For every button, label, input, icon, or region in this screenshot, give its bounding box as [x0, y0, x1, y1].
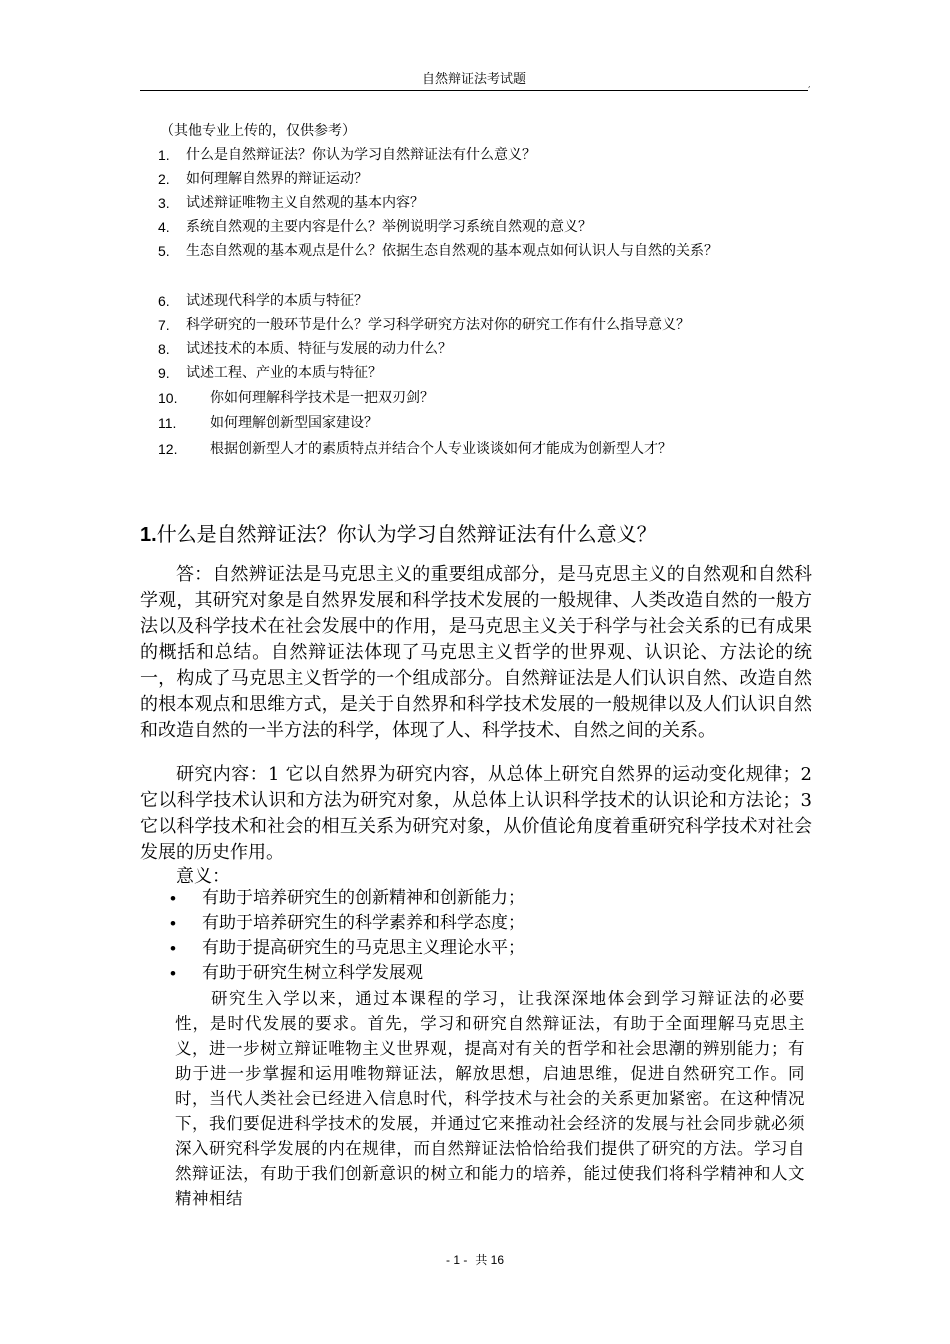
page-header [140, 72, 808, 91]
list-item-text: 有助于提高研究生的马克思主义理论水平； [202, 938, 525, 958]
question-text: 试述辩证唯物主义自然观的基本内容？ [186, 195, 424, 211]
question-number: 9. [158, 365, 170, 381]
question-number: 10. [158, 390, 178, 406]
bullet-icon: • [170, 889, 176, 908]
question-number: 5. [158, 243, 170, 259]
question-text: 试述现代科学的本质与特征？ [186, 293, 368, 309]
question-number: 1. [158, 147, 170, 163]
question-text: 你如何理解科学技术是一把双刃剑？ [210, 390, 434, 406]
bullet-icon: • [170, 964, 176, 983]
question-text: 什么是自然辩证法？你认为学习自然辩证法有什么意义？ [186, 147, 536, 163]
question-text: 生态自然观的基本观点是什么？依据生态自然观的基本观点如何认识人与自然的关系？ [186, 243, 718, 259]
meaning-label: 意义： [176, 866, 230, 887]
page-number: - 1 - [445, 1253, 468, 1267]
answer-paragraph: 答：自然辨证法是马克思主义的重要组成部分，是马克思主义的自然观和自然科学观，其研究对象是自然界发展和科学技术发展的一般规律、人类改造自然的一般方法以及科学技术在社会发展中的作用，是马克思主义关于科学与社会关系的已有成果的概括和总结。自然辩证法体现了马克思主义哲学的世界观、认识论、方法论的统一，构成了马克思主义哲学的一个组成部分。自然辩证法是人们认识自然、改造自然的根本观点和思维方式，是关于自然界和科学技术发展的一般规律以及人们认识自然和改造自然的一半方法的科学，体现了人、科学技术、自然之间的关系。 [140, 564, 812, 741]
section-number: 1. [140, 524, 157, 546]
question-number: 11. [158, 415, 177, 431]
question-text: 系统自然观的主要内容是什么？举例说明学习系统自然观的意义？ [186, 219, 592, 235]
research-content-paragraph: 研究内容：1 它以自然界为研究内容，从总体上研究自然界的运动变化规律；2 它以科学技术认识和方法为研究对象，从总体上认识科学技术的认识论和方法论；3 它以科学技术和社会的相互关系为研究对象，从价值论角度着重研究科学技术对社会发展的历史作用。 [140, 764, 812, 863]
question-number: 7. [158, 317, 170, 333]
question-text: 根据创新型人才的素质特点并结合个人专业谈谈如何才能成为创新型人才？ [210, 441, 672, 457]
essay-paragraph: 研究生入学以来，通过本课程的学习，让我深深地体会到学习辩证法的必要性，是时代发展的要求。首先，学习和研究自然辩证法，有助于全面理解马克思主义，进一步树立辩证唯物主义世界观，提高对有关的哲学和社会思潮的辨别能力；有助于进一步掌握和运用唯物辩证法，解放思想，启迪思维，促进自然研究工作。同时，当代人类社会已经进入信息时代，科学技术与社会的关系更加紧密。在这种情况下，我们要促进科学技术的发展，并通过它来推动社会经济的发展与社会同步就必须深入研究科学发展的内在规律，而自然辩证法恰恰给我们提供了研究的方法。学习自然辩证法，有助于我们创新意识的树立和能力的培养，能过使我们将科学精神和人文精神相结 [175, 989, 805, 1208]
question-text: 如何理解自然界的辩证运动？ [186, 171, 368, 187]
page-header-title: 自然辩证法考试题 [421, 72, 526, 87]
question-text: 如何理解创新型国家建设？ [210, 415, 378, 431]
bullet-icon: • [170, 914, 176, 933]
list-item-text: 有助于研究生树立科学发展观 [202, 963, 423, 983]
question-number: 12. [158, 441, 178, 457]
list-item-text: 有助于培养研究生的科学素养和科学态度； [202, 913, 525, 933]
question-text: 试述工程、产业的本质与特征？ [186, 365, 382, 381]
section-title-text: 什么是自然辩证法？你认为学习自然辩证法有什么意义？ [156, 522, 657, 546]
bullet-icon: • [170, 939, 176, 958]
list-item-text: 有助于培养研究生的创新精神和创新能力； [202, 888, 525, 908]
question-number: 4. [158, 219, 170, 235]
question-text: 试述技术的本质、特征与发展的动力什么？ [186, 341, 452, 357]
toc-note: （其他专业上传的，仅供参考） [160, 123, 356, 139]
page-footer [0, 1251, 950, 1268]
question-number: 2. [158, 171, 170, 187]
section-title [140, 520, 657, 549]
page-total: 共 16 [475, 1253, 505, 1267]
question-number: 3. [158, 195, 170, 211]
question-number: 8. [158, 341, 170, 357]
header-mark: , [808, 80, 811, 89]
question-number: 6. [158, 293, 170, 309]
question-text: 科学研究的一般环节是什么？学习科学研究方法对你的研究工作有什么指导意义？ [186, 317, 690, 333]
